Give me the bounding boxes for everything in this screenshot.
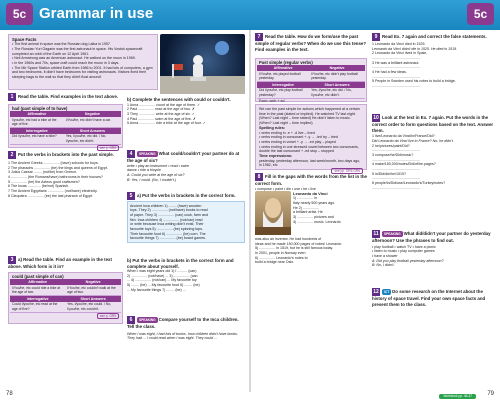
exercise-number: 12 (373, 289, 379, 295)
answer-line: ................................................ (372, 84, 420, 89)
exercise-instruction: b) Complete the sentences with could or couldn't. (127, 97, 231, 102)
exercise-item: 3 compose/he/Did/music? (372, 152, 414, 157)
exercise-item: 8 Cleopatra ................ (be) the last pharaoh of Egypt. (8, 193, 93, 198)
grammar-table-could (8, 272, 123, 324)
astronaut-moon-photo (160, 34, 245, 94)
dialogue-line: B: No, I didn't. (372, 263, 395, 268)
spelling-rule: • verbs ending in -e + -d live – lived (259, 130, 315, 135)
exercise-item: 1 Anna ................ count at the age of three. ✓ (127, 102, 201, 107)
table-header: Negative (65, 279, 121, 285)
exercise-item: 6 people/in/Did/use/Leonardo's/Turkey/notes? (372, 180, 446, 185)
time-expressions-title: Time expressions: (259, 153, 293, 158)
exercise-7 (255, 33, 367, 57)
table (257, 65, 365, 98)
option-list: • have a shower (372, 253, 398, 258)
exercise-number: 11 (373, 231, 379, 237)
exercise-item: 5 Anna ................ ride a bike at the age of four. ✓ (127, 121, 206, 126)
table-header: Affirmative (10, 111, 64, 117)
exercise-instruction: Do some research on the Internet about the history of space travel. Find your own space facts and present them to the class. (372, 288, 486, 307)
example-answer: Leonardo da Vinci didn't die in 1525. He died in 1519. (372, 46, 458, 51)
example-answer: Did Leonardo da Vinci live in France? No, he didn't. (372, 138, 454, 143)
spelling-rule: • verbs ending in vowel + -y → -ed play – played (259, 139, 336, 144)
text-line: Their favourite food 6) ................ (be) corn. The (130, 231, 206, 236)
table-cell: Yes, I/you/he, etc could. / No, I/you/he, etc couldn't. (65, 302, 121, 312)
answer-line: ................................................ (372, 148, 420, 153)
option-list: • listen to music • play computer games (372, 249, 435, 254)
exercise-8 (255, 173, 367, 189)
table-header: Interrogative (257, 82, 309, 88)
exercise-item: 4 make/150,000/notes/Did/of/he.pages? (372, 162, 436, 167)
answer-line: ................................................ (372, 65, 420, 70)
table-header: Short Answers (65, 296, 121, 302)
exercise-item: 3 Julius Caesar ........ (not/be) from Greece. (8, 170, 78, 175)
table-header: Short Answers (64, 128, 121, 134)
passage-line: Italy nearly 500 years ago. (293, 200, 336, 205)
exercise-12 (372, 288, 494, 318)
answer-line: ................................................ (372, 185, 420, 190)
exercise-instruction: Put the verbs in brackets into the past simple. (18, 151, 114, 157)
exercise-number: 4 (127, 150, 135, 158)
passage-line: 5) ................ in 1519, but he is still famous today. (255, 246, 334, 251)
text-line: When I was eight years old 1) I .......... (can) (127, 269, 197, 273)
option-list: • play football • watch TV • have a picnic (372, 244, 436, 249)
workbook-reference: Workbook pp. 46-47 (439, 394, 476, 399)
exercise-instruction: a) Put the verbs in brackets in the correct form. (137, 192, 236, 198)
grammar-rules-box (255, 104, 367, 174)
table-title: Past simple (regular verbs) (259, 60, 313, 65)
text-line: or write because Inca writing didn't exist. Their (130, 222, 204, 227)
table-cell: I/you/he, etc had a bike at the age of five. (10, 117, 64, 127)
option-list: dance • ride a bicycle (127, 168, 162, 173)
spelling-rule: • verbs ending in one stressed vowel between two consonants, double the last consonant + -ed stop – stopped (259, 144, 359, 154)
passage-line: He 2) ................ (293, 205, 319, 210)
exercise-number: 8 (255, 173, 263, 181)
astronaut-illustration (160, 34, 245, 94)
space-fact-item: • In the 1960s and 70s, space craft could reach the moon in 3 days. (12, 61, 120, 66)
table-header: Negative (64, 111, 121, 117)
exercise-item: 5 ................ (be) the Aztecs good craftsmen? (8, 179, 80, 184)
usage-rule: We use the past simple for actions which happened at a certain time in the past (stated or implied). He watched TV last night. (When? Last night – time stated) He didn't listen to music. (When? Last night – time implied) (259, 107, 360, 126)
portrait-illustration (255, 191, 291, 235)
text-line: 5) ........ (be) ... My favourite food 6) ........ (be) (127, 283, 200, 288)
exercise-number: 7 (255, 33, 263, 41)
spelling-rule: • verbs ending in consonant + -y → -ied try – tried (259, 135, 338, 140)
page-title: Grammar in use (39, 5, 154, 22)
word-list: • compose • paint • die • use • be • live (255, 186, 316, 191)
space-fact-item: • Neil Armstrong was an American astronaut. He walked on the moon in 1969. (12, 56, 136, 61)
text-line: of paper. They 3) ................ (can) cook, farm and (130, 212, 209, 217)
table-header: Affirmative (10, 279, 65, 285)
table (10, 111, 121, 144)
table-title: had (past simple of to have) (12, 106, 68, 111)
exercise-number: 10 (373, 115, 379, 121)
text-line: ... 4) ................ (not/can) ... My favourite toy (127, 278, 197, 283)
speaking-badge: SPEAKING (139, 151, 156, 156)
table-cell: I/You/he, etc played football yesterday. (257, 71, 309, 81)
leonardo-passage (255, 191, 367, 267)
time-expressions: yesterday, yesterday afternoon, last week/month, two days ago, in 1982, etc (259, 158, 361, 168)
exercise-number: 5 (127, 192, 135, 200)
grammar-table-had (8, 104, 123, 148)
example-answer: When I was eight, I had lots of books. Inca children didn't have books. They had ... I could read when I was eight. They could ... (127, 331, 238, 341)
exercise-instruction: What could/couldn't your partner do at the age of six? (127, 150, 240, 163)
passage-line: 1) ................ in (293, 196, 317, 201)
passage-line: 3) ................ pictures and (293, 214, 334, 219)
space-facts-title: Space Facts (12, 37, 37, 42)
exercise-item: 5 People in Sweden used his notes to build a bridge. (372, 79, 456, 84)
grammar-reference-link[interactable]: see pp. GR5-GR6 (331, 168, 363, 174)
exercise-number: 1 (8, 93, 16, 101)
answer-line: ................................................ (372, 166, 420, 171)
table-cell: I/You/he, etc could ride a bike at the age of two. (10, 285, 65, 295)
exercise-10 (372, 114, 494, 226)
exercise-item: 4 Paul ................ swim at the age of five. ✗ (127, 116, 196, 121)
exercise-item: 6 The Incas ............. (be/not) Spanish. (8, 184, 70, 189)
page-header (0, 0, 500, 30)
exercise-item: 1 Leonardo da Vinci died in 1525. (372, 42, 426, 46)
text-line: Ancient Inca children 1) ........ (have) wooden (130, 203, 202, 208)
exercise-item: 4 ................ (the Romans/have) bathrooms in their houses? (8, 175, 103, 180)
exercise-3b (127, 97, 245, 147)
grammar-reference-link[interactable]: see p. GR5 (97, 313, 119, 319)
exercise-instruction: Read the table. How do we form/use the past simple of regular verbs? When do we use this tense? Find examples in the text. (255, 33, 367, 52)
exercise-item: 3 He was a brilliant astronaut. (372, 60, 420, 65)
passage-line: 4) ................ music. Leonardo (293, 219, 341, 224)
exercise-4 (127, 150, 245, 190)
exercise-instruction: Compare yourself to the Inca children. Tell the class. (127, 316, 239, 329)
exercise-6 (127, 316, 245, 366)
text-line: ... My favourite things 7) ........ (be) ... (127, 287, 186, 292)
exercise-instruction: Read the table. Find examples in the text above. (18, 93, 119, 99)
table-header: Affirmative (257, 65, 309, 71)
section-badge-right: 5c (467, 3, 494, 25)
passage-line: In 2001, people in Norway even (255, 251, 306, 256)
exercise-5b (127, 258, 245, 312)
passage-line: build a bridge near Oslo. (255, 260, 295, 265)
page-number-right: 79 (487, 391, 494, 398)
dialogue-line: A: Could you write at the age of six? (127, 172, 185, 177)
table-cell: I/You/he, etc didn't play football yesterday. (309, 71, 365, 81)
exercise-instruction: Read Ex. 7 again and correct the false statements. (382, 33, 487, 39)
exercise-item: 4 He had a few ideas. (372, 70, 407, 75)
exercise-item: 2 Leonardo da Vinci lived in Spain. (372, 51, 428, 56)
exercise-item: 1 The Ancient Greeks ................ (have) schools for boys. (8, 161, 99, 165)
page-spine (249, 30, 251, 392)
table-header: Interrogative (10, 128, 64, 134)
answer-line: ................................................ (372, 176, 420, 181)
exercise-5a (127, 192, 245, 254)
passage-line: ideas and he made 150,000 pages of notes! Leonardo (255, 241, 342, 246)
exercise-instruction: Look at the text in Ex. 7 again. Put the words in the correct order to form questions based on the text. Answer them. (372, 114, 494, 133)
exercise-9 (372, 33, 494, 111)
spelling-title: Spelling rules: (259, 125, 286, 130)
exercise-item: 2 Paul ................ read at the age of two. ✗ (127, 107, 195, 112)
text-line: toys. They 2) ................ (not/have) books to read (130, 208, 208, 213)
table-header: Interrogative (10, 296, 65, 302)
answer-line: ................................................ (372, 74, 420, 79)
leonardo-portrait (255, 191, 291, 235)
exercise-item: 5 in/Did/die/he/1519? (372, 171, 406, 176)
exercise-item: 2 he/pictures/paint/Did? (372, 143, 410, 148)
option-list: write • play an instrument • read • swim (127, 163, 190, 168)
exercise-1 (8, 93, 123, 103)
passage-line: a brilliant artist. He (293, 210, 323, 215)
exercise-item: 3 They ................ write at the age of six. ✓ (127, 111, 195, 116)
text-line: fish. Inca children 4) ................ (not/can) read (130, 217, 203, 222)
space-fact-item: • The first animal in space was the Russian dog Laika in 1957. (12, 42, 111, 47)
speaking-badge: SPEAKING (384, 231, 401, 236)
dialogue-line: B: Yes, I could. (No, I couldn't.) (127, 177, 177, 182)
speaking-badge: SPEAKING (139, 317, 156, 322)
grammar-reference-link[interactable]: see p. GR5 (97, 145, 119, 151)
passage-line: 6) ................ Leonardo's notes to (255, 255, 308, 260)
text-line: favourite toys 5) ................ (be) spinning tops. (130, 226, 204, 231)
section-badge-left: 5c (6, 3, 33, 25)
dialogue-line: A: Did you play football yesterday afternoon? (372, 258, 444, 263)
passage-title: Leonardo da Vinci (293, 191, 328, 196)
exercise-3a (8, 256, 123, 270)
exercise-number: 6 (127, 316, 135, 324)
ict-badge: ICT (384, 289, 390, 294)
exercise-item: 2 The pharaohs ................ (be) the kings and queens of Egypt. (8, 165, 108, 170)
form-note: Form: verb + ed (259, 98, 285, 103)
exercise-number: 9 (372, 33, 380, 41)
space-facts-box (8, 34, 158, 90)
exercise-instruction: a) Read the table. Find an example in the text above. Which form is it in? (8, 256, 112, 269)
exercise-item: 1 live/Leonardo da Vinci/in/France/Did? (372, 134, 435, 139)
table (10, 279, 121, 312)
table-cell: I/You/he, etc couldn't walk at the age of two. (65, 285, 121, 295)
table-cell: Did I/you/he, etc have a bike? (10, 134, 64, 144)
exercise-instruction: b) Put the verbs in brackets in the correct form and complete about yourself. (127, 258, 234, 269)
space-fact-item: • The Mir Space Station orbited Earth from 1986 to 2001. It had lots of computers, a gym and two bedrooms. It didn't have bedrooms for visiting astronauts. Visitors fixed their sleeping bags to the wall so that they didn't float around! (12, 65, 153, 80)
exercise-instruction: What did/didn't your partner do yesterday afternoon? Use the phrases to find out. (372, 230, 491, 243)
passage-line: was also an inventor. He had hundreds of (255, 237, 322, 241)
table-title: could (past simple of can) (12, 274, 64, 279)
table-cell: I/You/he, etc didn't have a car. (64, 117, 121, 127)
exercise-number: 3 (8, 256, 16, 264)
grammar-table-past-simple (255, 58, 367, 102)
text-line: favourite things 7) ................ (be) board games. (130, 236, 206, 241)
inca-text-box (127, 201, 245, 243)
table-cell: Did I/you/he, etc play football yesterday? (257, 88, 309, 98)
table-cell: Yes, I/you/he, etc did. / No, I/you/he, etc didn't. (309, 88, 365, 98)
exercise-item: 7 The Ancient Egyptians ................ (not/have) electricity. (8, 189, 98, 194)
exercise-2 (8, 151, 123, 253)
table-cell: Yes, I/you/he, etc did. / No, I/you/he, etc didn't. (64, 134, 121, 144)
text-line: 2) ................ (not/have) ... 3) ................ (can (127, 273, 198, 278)
answer-line: ................................................ (372, 56, 420, 61)
page-number-left: 78 (6, 391, 13, 398)
exercise-11 (372, 230, 494, 284)
answer-line: ................................................ (372, 157, 420, 162)
table-header: Short Answers (309, 82, 365, 88)
table-cell: Could I/you/he, etc read at the age of five? (10, 302, 65, 312)
exercise-instruction: Fill in the gaps with the words from the list in the correct form. (255, 173, 367, 186)
exercise-number: 2 (8, 151, 16, 159)
table-header: Negative (309, 65, 365, 71)
space-fact-item: • The Russian Yuri Gagarin was the first astronaut in space. His Vostok spacecraft completed an orbit of the Earth on 12 April 1961. (12, 47, 143, 56)
